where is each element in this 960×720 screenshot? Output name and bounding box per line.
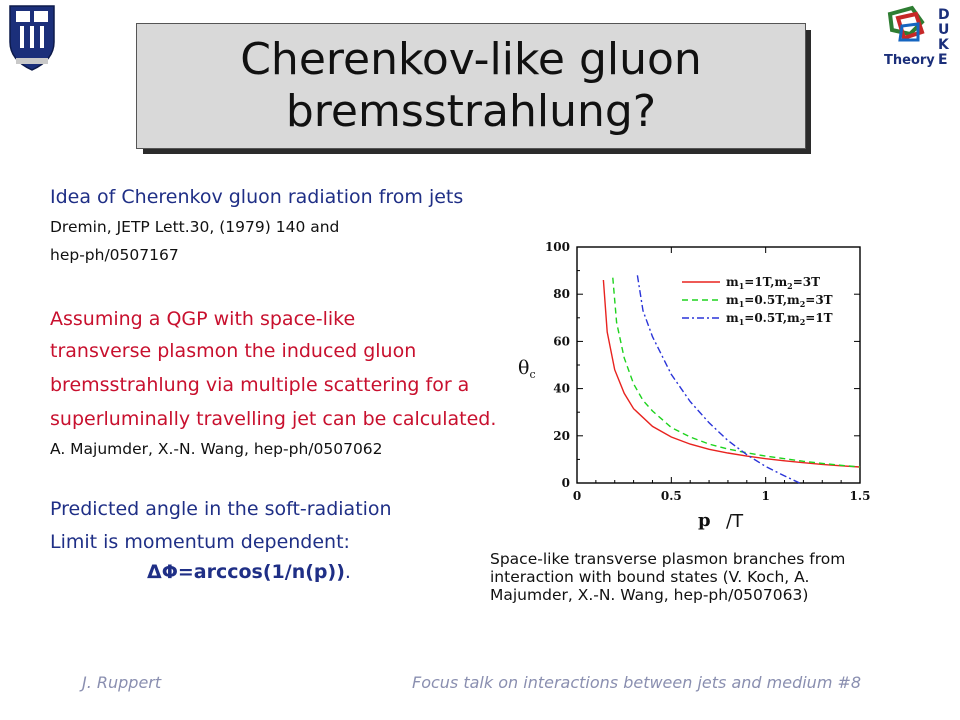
assume-line-2: transverse plasmon the induced gluon [50, 340, 417, 362]
assume-line-1: Assuming a QGP with space-like [50, 308, 356, 330]
legend-label-2: $m_1=0.5T,m_2=3T$ [726, 293, 833, 309]
title-box [136, 23, 806, 149]
y-tick-label: 100 [544, 240, 570, 254]
plot-caption: Space-like transverse plasmon branches from interaction with bound states (V. Koch, A. Majumder, X.-N. Wang, hep-ph/0507063) [490, 550, 846, 604]
legend-label-1: $m_1=1T,m_2=3T$ [726, 275, 821, 291]
y-tick-label: 0 [561, 476, 570, 490]
y-tick-label: 60 [553, 334, 570, 349]
logo-letter-u: U [938, 22, 950, 38]
x-tick-label: 0 [572, 489, 582, 503]
logo-letter-d: D [938, 7, 950, 23]
legend-label-3: $m_1=0.5T,m_2=1T$ [726, 311, 833, 327]
assume-line-4: superluminally travelling jet can be calculated. [50, 408, 497, 430]
assume-line-3: bremsstrahlung via multiple scattering for a [50, 374, 470, 396]
y-tick-label: 80 [553, 287, 570, 302]
ref-dremin-line2: hep-ph/0507167 [50, 246, 179, 264]
x-tick-label: 1 [761, 489, 770, 503]
logo-letter-k: K [938, 37, 949, 53]
predicted-line-2: Limit is momentum dependent: [50, 531, 350, 553]
ref-majumder-line: A. Majumder, X.-N. Wang, hep-ph/0507062 [50, 440, 383, 458]
footer-talk-title: Focus talk on interactions between jets and medium #8 [412, 673, 862, 692]
logo-theory-text: Theory [884, 53, 935, 68]
duke-theory-logo [882, 4, 956, 68]
y-tick-label: 40 [553, 381, 570, 396]
y-tick-label: 20 [553, 428, 570, 443]
footer-author: J. Ruppert [82, 673, 162, 692]
angle-formula [147, 561, 351, 583]
formula-period: . [344, 561, 351, 583]
university-shield-logo [6, 2, 58, 74]
x-axis-label-suffix: /T [726, 511, 744, 532]
x-axis-label: p [698, 510, 711, 531]
ref-dremin-line1: Dremin, JETP Lett.30, (1979) 140 and [50, 218, 340, 236]
idea-line: Idea of Cherenkov gluon radiation from jets [50, 186, 464, 208]
y-axis-label: $\theta_c$ [518, 357, 536, 381]
predicted-line-1: Predicted angle in the soft-radiation [50, 498, 392, 520]
theta-vs-p-plot [520, 232, 880, 532]
x-tick-label: 1.5 [849, 489, 871, 503]
logo-letter-e: E [938, 52, 948, 68]
formula-text: ΔΦ=arccos(1/n(p)) [147, 561, 345, 583]
slide-title: Cherenkov-like gluon bremsstrahlung? [240, 34, 702, 137]
x-tick-label: 0.5 [660, 489, 682, 503]
